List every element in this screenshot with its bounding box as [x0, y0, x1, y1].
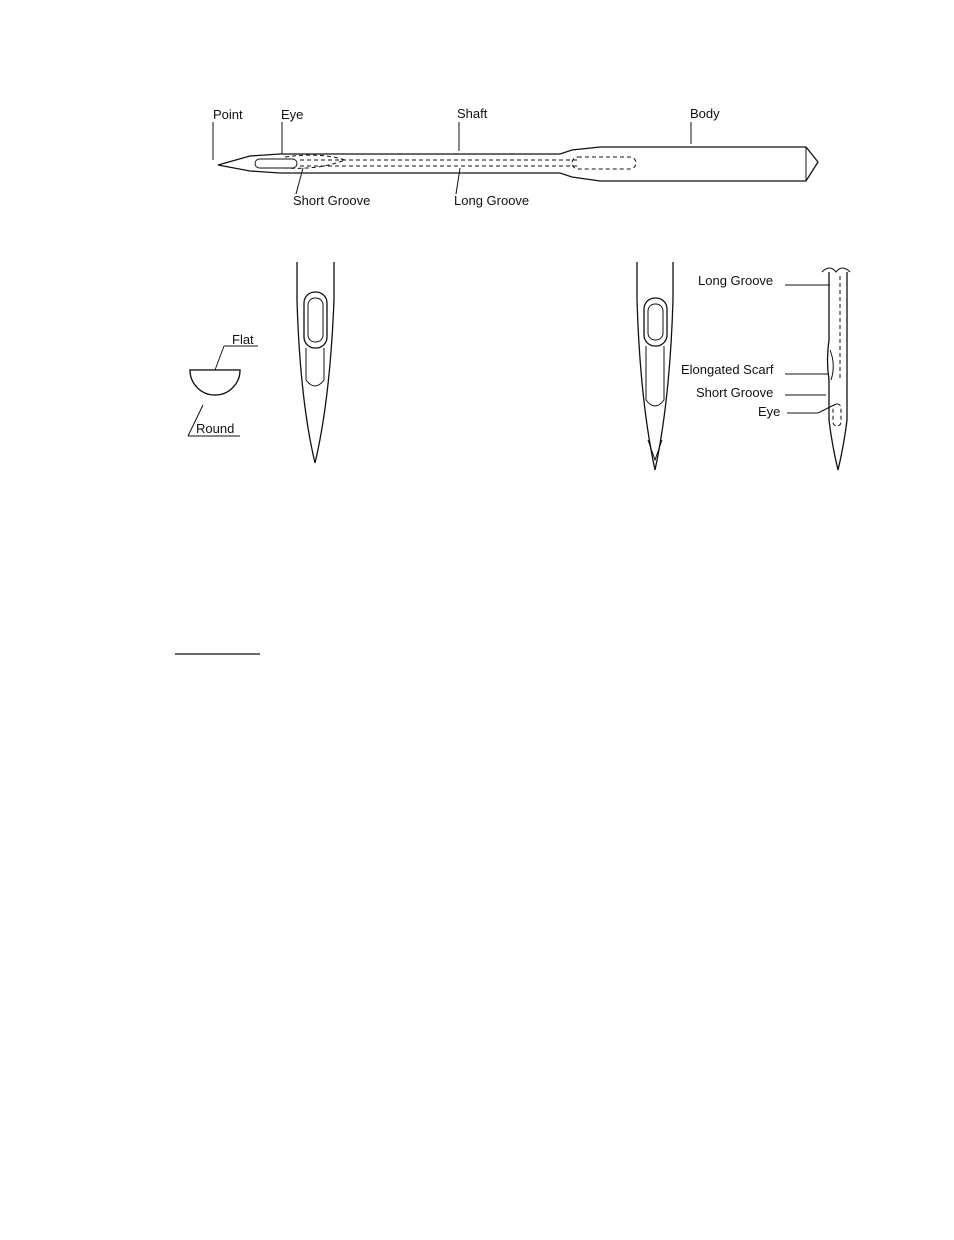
- groove-end: [572, 157, 636, 169]
- label-point: Point: [213, 107, 243, 122]
- label-shaft: Shaft: [457, 106, 488, 121]
- label-profile-short-groove: Short Groove: [696, 385, 774, 400]
- front-view-2-eye-inner: [648, 304, 663, 340]
- front-view-2-outline: [637, 262, 673, 470]
- profile-break-mark: [822, 268, 850, 272]
- label-eye: Eye: [281, 107, 304, 122]
- label-round: Round: [196, 421, 235, 436]
- profile-eye: [833, 404, 841, 426]
- flat-leader: [215, 346, 224, 370]
- cross-section-round: [190, 370, 240, 395]
- needle-front-view-2: [637, 262, 673, 470]
- label-body: Body: [690, 106, 720, 121]
- label-long-groove: Long Groove: [454, 193, 530, 208]
- needle-profile-view: [681, 268, 850, 470]
- label-profile-elongated-scarf: Elongated Scarf: [681, 362, 774, 377]
- label-profile-long-groove: Long Groove: [698, 273, 774, 288]
- label-short-groove: Short Groove: [293, 193, 371, 208]
- front-view-1-eye-inner: [308, 298, 323, 342]
- profile-outline: [828, 272, 848, 470]
- label-flat: Flat: [232, 332, 254, 347]
- front-view-2-eye-outer: [644, 298, 667, 346]
- needle-outline: [218, 147, 818, 181]
- long-groove-leader: [456, 168, 460, 194]
- profile-eye-leader-tip: [818, 405, 834, 413]
- needle-cross-section: [188, 332, 258, 436]
- needle-front-view-1: [297, 262, 334, 463]
- short-groove-leader: [296, 168, 303, 194]
- needle-eye: [255, 159, 297, 168]
- front-view-1-groove: [306, 348, 324, 386]
- profile-scarf: [830, 350, 833, 380]
- label-profile-eye: Eye: [758, 404, 781, 419]
- needle-side-view: [213, 106, 818, 208]
- front-view-1-eye-outer: [304, 292, 327, 348]
- front-view-2-groove: [646, 346, 664, 406]
